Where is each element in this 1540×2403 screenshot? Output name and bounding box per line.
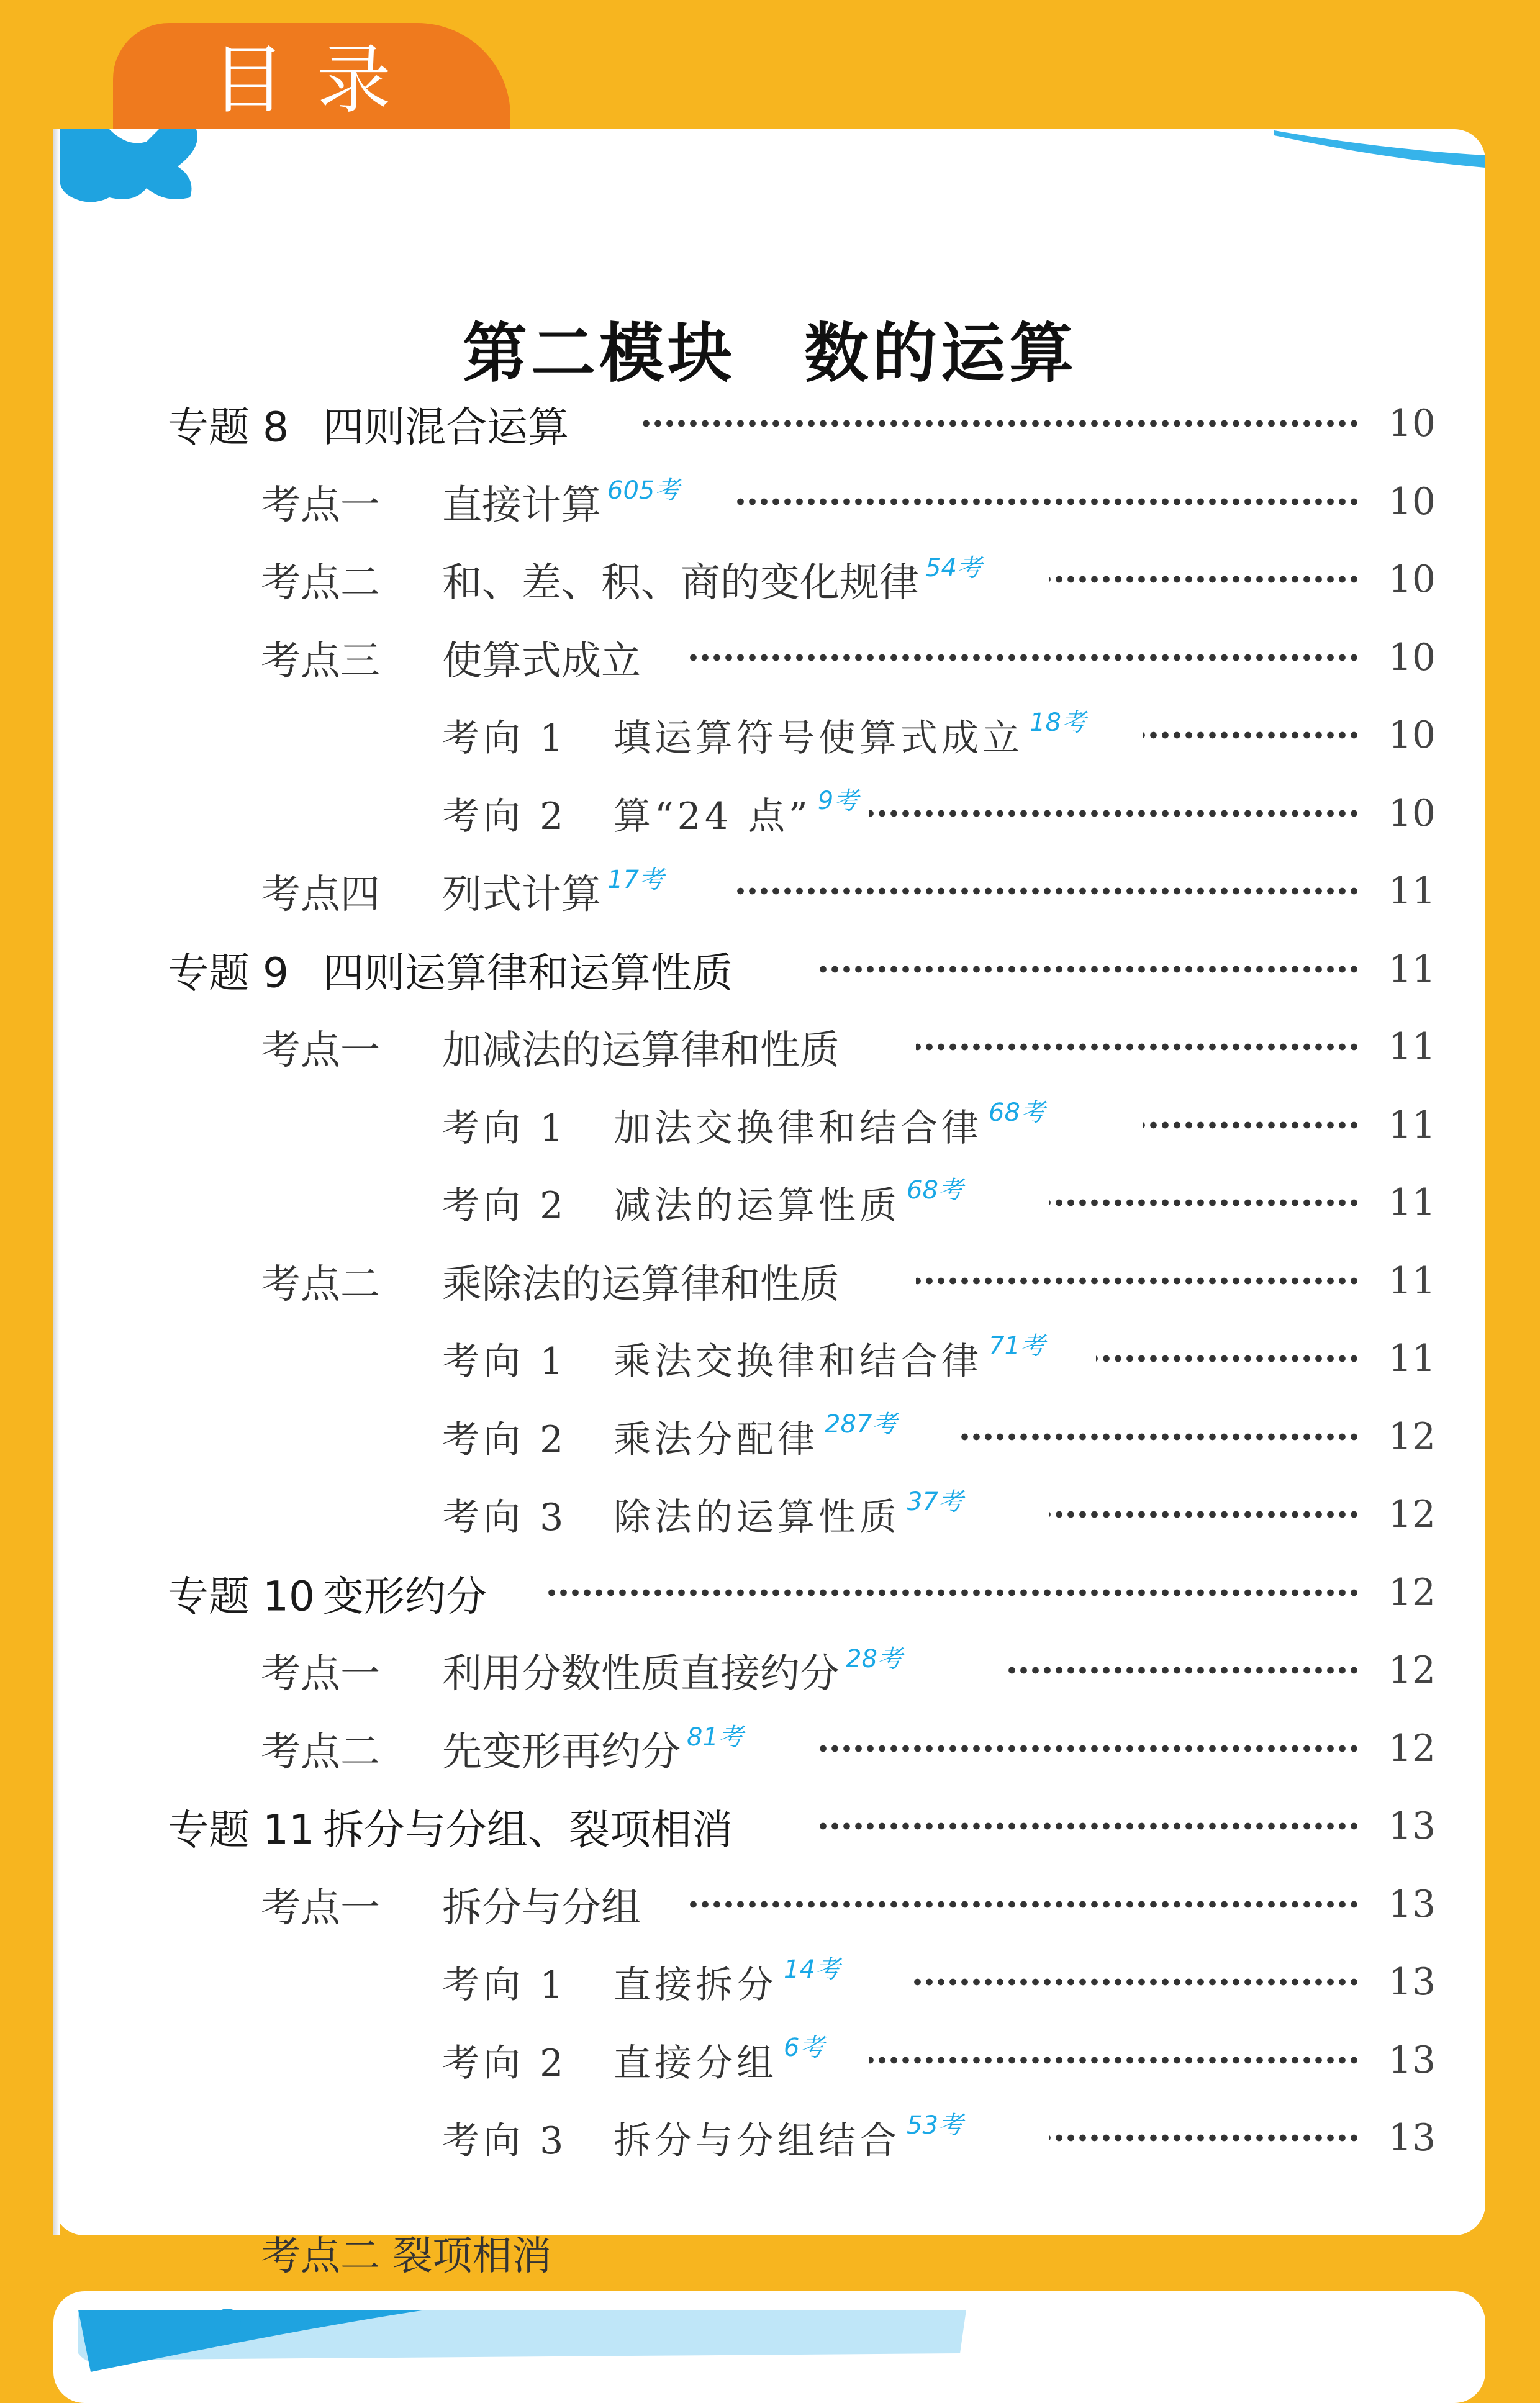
toc-entry-title: 拆分与分组、裂项相消	[323, 1806, 733, 1854]
toc-entry-key: 考向 2	[442, 794, 568, 838]
leader-dots	[689, 654, 1360, 661]
toc-entry[interactable]	[0, 1636, 1540, 1704]
exam-count-badge: 18考	[1030, 708, 1086, 737]
leader-dots	[1006, 1667, 1360, 1674]
page-number: 12	[1388, 1414, 1436, 1459]
toc-entry-label	[442, 1332, 1045, 1385]
toc-entry[interactable]	[0, 1714, 1540, 1783]
toc-entry-key: 考向 1	[442, 1963, 568, 2007]
toc-entry-key: 考点二	[261, 1729, 380, 1775]
leader-dots	[916, 1043, 1360, 1051]
tab-title: 目录	[211, 37, 422, 124]
exam-count-badge: 68考	[907, 1176, 963, 1205]
leader-dots	[913, 1978, 1360, 1986]
exam-count-badge: 54考	[925, 554, 982, 582]
toc-entry[interactable]	[0, 623, 1540, 692]
toc-entry-title: 加减法的运算律和性质	[442, 1028, 840, 1074]
leader-dots	[820, 1745, 1360, 1752]
toc-entry-key: 考点三	[261, 638, 380, 684]
toc-entry-label	[261, 1720, 743, 1777]
toc-entry-title: 利用分数性质直接约分	[442, 1651, 840, 1697]
page-number: 12	[1388, 1493, 1436, 1536]
exam-count-badge: 53考	[907, 2111, 963, 2140]
toc-entry-label	[442, 2111, 963, 2165]
toc-entry-title: 减法的运算性质	[614, 1184, 900, 1228]
toc-entry-title: 四则混合运算	[323, 403, 569, 451]
toc-entry-key: 考点二	[261, 560, 380, 606]
exam-count-badge: 17考	[607, 866, 664, 894]
toc-entry[interactable]	[0, 1870, 1540, 1939]
page-number: 11	[1388, 1025, 1436, 1069]
toc-entry[interactable]	[0, 1559, 1540, 1627]
toc-entry-key: 专题 11	[168, 1806, 315, 1854]
page-number: 10	[1388, 558, 1436, 601]
section-title: 第二模块 数的运算	[462, 315, 1078, 391]
toc-entry-title: 列式计算	[442, 872, 601, 918]
exam-count-badge: 68考	[989, 1098, 1045, 1127]
toc-entry-label	[168, 1563, 487, 1622]
leader-dots	[733, 887, 1360, 895]
page-number: 11	[1388, 869, 1436, 913]
toc-entry-key: 专题 10	[168, 1572, 315, 1620]
toc-entry-label	[261, 629, 641, 686]
toc-entry-label	[261, 1876, 641, 1933]
toc-entry-key: 考向 1	[442, 717, 568, 760]
toc-entry-title: 四则运算律和运算性质	[323, 949, 733, 997]
toc-entry-label	[442, 2034, 824, 2087]
leader-dots	[1096, 1355, 1360, 1362]
page-number: 11	[1388, 947, 1436, 991]
toc-entry-key: 考点一	[261, 482, 380, 528]
toc-entry-label	[442, 787, 858, 840]
leader-dots	[820, 966, 1360, 973]
leader-dots	[640, 420, 1360, 427]
toc-entry-title: 直接计算	[442, 482, 601, 528]
exam-count-badge: 9考	[817, 786, 859, 815]
page-number: 13	[1388, 1960, 1436, 2004]
toc-entry-title: 先变形再约分	[442, 1729, 681, 1775]
page-number: 10	[1388, 713, 1436, 757]
exam-count-badge: 287考	[825, 1410, 897, 1439]
toc-entry-title: 拆分与分组结合	[614, 2119, 900, 2163]
toc-entry[interactable]	[0, 1403, 1540, 1471]
toc-entry-title: 使算式成立	[442, 638, 641, 684]
toc-entry-title: 算“24 点”	[614, 794, 812, 838]
exam-count-badge: 37考	[907, 1488, 963, 1516]
leader-dots	[733, 498, 1360, 505]
toc-entry[interactable]	[0, 701, 1540, 769]
toc-entry-key: 考向 3	[442, 1496, 568, 1539]
page-number: 13	[1388, 2116, 1436, 2160]
page-number: 10	[1388, 791, 1436, 835]
toc-entry-label	[168, 939, 733, 998]
toc-entry-label	[261, 1642, 902, 1699]
toc-entry-title: 乘法交换律和结合律	[614, 1340, 982, 1383]
leader-dots	[1049, 576, 1360, 583]
page-number: 13	[1388, 1882, 1436, 1926]
toc-entry-key: 考向 1	[442, 1106, 568, 1150]
toc-entry-label	[261, 473, 679, 530]
leader-dots	[546, 1589, 1360, 1596]
leader-dots	[820, 1822, 1360, 1830]
toc-entry[interactable]	[0, 935, 1540, 1003]
toc-entry-key: 考向 1	[442, 1340, 568, 1383]
toc-entry-key: 考点二	[261, 1261, 380, 1308]
leader-dots	[1049, 2134, 1360, 2142]
toc-entry-label	[261, 862, 664, 920]
leader-dots	[1049, 1199, 1360, 1206]
toc-entry[interactable]	[0, 1091, 1540, 1159]
toc-entry-key: 考点一	[261, 1885, 380, 1931]
toc-entry-title: 加法交换律和结合律	[614, 1106, 982, 1150]
toc-entry-title: 填运算符号使算式成立	[614, 717, 1023, 760]
toc-entry[interactable]	[0, 1247, 1540, 1315]
toc-entry-label	[442, 1098, 1045, 1152]
toc-entry-label	[261, 1018, 840, 1075]
toc-entry[interactable]	[0, 779, 1540, 848]
page-number: 11	[1388, 1337, 1436, 1380]
toc-entry-key: 考点一	[261, 1651, 380, 1697]
leader-dots	[1143, 1121, 1360, 1129]
page-number: 13	[1388, 1804, 1436, 1848]
exam-count-badge: 605考	[607, 476, 680, 505]
toc-entry-key: 考向 2	[442, 1184, 568, 1228]
toc-entry-label	[442, 1410, 897, 1464]
page-number: 12	[1388, 1570, 1436, 1614]
exam-count-badge: 6考	[784, 2033, 825, 2062]
page-number: 10	[1388, 635, 1436, 679]
page-number: 13	[1388, 2038, 1436, 2082]
exam-count-badge: 71考	[989, 1332, 1045, 1360]
toc-entry-label	[261, 551, 982, 608]
toc-entry-label	[442, 1176, 963, 1229]
page-number: 11	[1388, 1259, 1436, 1303]
toc-entry-title: 乘除法的运算律和性质	[442, 1261, 840, 1308]
toc-entry-label	[442, 708, 1086, 762]
toc-entry-key: 专题 8	[168, 403, 289, 451]
page-number: 11	[1388, 1181, 1436, 1224]
toc-entry-key: 专题 9	[168, 949, 289, 997]
leader-dots	[689, 1901, 1360, 1908]
page-number: 12	[1388, 1726, 1436, 1770]
toc-entry-title: 直接分组	[614, 2041, 777, 2085]
toc-entry-label	[168, 1797, 733, 1856]
exam-count-badge: 28考	[846, 1645, 902, 1673]
toc-entry-label	[261, 1252, 840, 1310]
leader-dots	[959, 1433, 1360, 1441]
toc-entry-key: 考点四	[261, 872, 380, 918]
toc-entry[interactable]	[0, 545, 1540, 613]
toc-entry-title: 拆分与分组	[442, 1885, 641, 1931]
page-number: 10	[1388, 479, 1436, 523]
leader-dots	[869, 810, 1360, 817]
toc-entry-key: 考向 3	[442, 2119, 568, 2163]
toc-entry[interactable]	[0, 1480, 1540, 1549]
toc-entry-key: 考向 2	[442, 1418, 568, 1462]
exam-count-badge: 14考	[784, 1955, 840, 1984]
toc-entry[interactable]	[0, 1169, 1540, 1237]
toc-entry-title: 直接拆分	[614, 1963, 777, 2007]
toc-entry[interactable]	[0, 1013, 1540, 1081]
toc-entry[interactable]	[0, 468, 1540, 536]
toc-entry[interactable]	[0, 389, 1540, 458]
toc-entry[interactable]	[0, 2104, 1540, 2172]
toc-entry[interactable]	[0, 1948, 1540, 2016]
toc-entry-title: 变形约分	[323, 1572, 487, 1620]
toc-entry-label	[442, 1488, 963, 1541]
toc-entry-label	[442, 1955, 840, 2009]
leader-dots	[1143, 731, 1360, 739]
page-number: 11	[1388, 1103, 1436, 1147]
toc-entry-title: 乘法分配律	[614, 1418, 818, 1462]
toc-entry-key: 考向 2	[442, 2041, 568, 2085]
toc-entry-key: 考点一	[261, 1028, 380, 1074]
page-number: 12	[1388, 1649, 1436, 1692]
next-card-decoration-icon	[53, 2285, 985, 2384]
toc-entry[interactable]	[0, 2026, 1540, 2094]
exam-count-badge: 81考	[687, 1722, 743, 1752]
toc-entry-title: 除法的运算性质	[614, 1496, 900, 1539]
toc-entry-title: 和、差、积、商的变化规律	[442, 560, 919, 606]
toc-entry[interactable]	[0, 1324, 1540, 1393]
leader-dots	[1049, 1511, 1360, 1518]
toc-entry-label	[168, 394, 569, 453]
page-number: 10	[1388, 402, 1436, 445]
leader-dots	[869, 2057, 1360, 2064]
leader-dots	[916, 1277, 1360, 1285]
toc-entry[interactable]	[0, 1792, 1540, 1860]
clipped-row: 考点二 裂项相消	[261, 2233, 552, 2279]
toc-entry[interactable]	[0, 857, 1540, 925]
